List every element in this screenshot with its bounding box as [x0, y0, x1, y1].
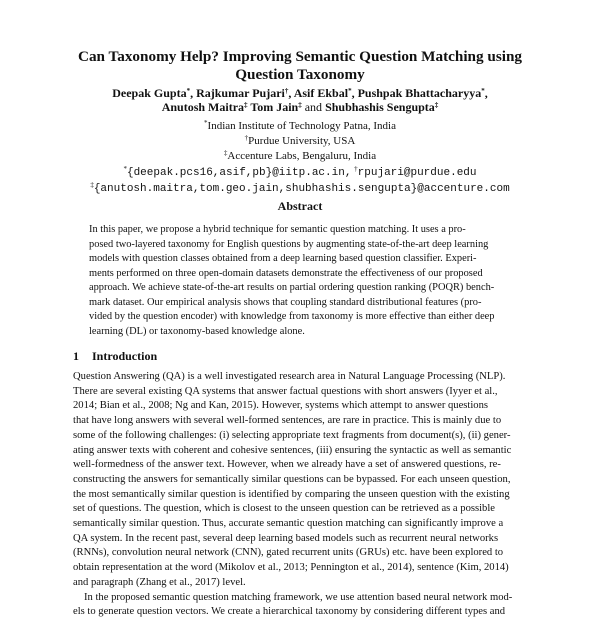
affiliation-mark: ‡ [298, 101, 302, 109]
abstract-line: mark dataset. Our empirical analysis shows that coupling standard distributional features (pro- [89, 296, 482, 308]
affiliation-mark: † [284, 87, 289, 95]
body-line: (RNNs), convolution neural network (CNN), gated recurrent units (GRUs) etc. have been explored to [73, 547, 504, 559]
body-line: In the proposed semantic question matching framework, we use attention based neural network mod- [84, 591, 513, 603]
abstract-heading: Abstract [277, 199, 323, 213]
abstract-line: In this paper, we propose a hybrid technique for semantic question matching. It uses a pro- [89, 224, 466, 235]
affiliations [40, 119, 560, 197]
affiliation-line [40, 134, 560, 149]
abstract-line: posed two-layered taxonomy for English questions by augmenting state-of-the-art deep learning [89, 238, 489, 250]
author-line-2 [40, 100, 560, 114]
author-name: Deepak Gupta [112, 86, 187, 100]
body-line: obtain representation at the word (Mikolov et al., 2013; Pennington et al., 2014), sentence (Kim, 2014) [73, 562, 509, 574]
abstract-line: learning (DL) or taxonomy-based knowledge alone. [89, 325, 305, 337]
body-line: There are several existing QA systems that answer factual questions with short answers (Iyyer et al., [73, 385, 498, 397]
body-line: els to generate question vectors. We create a hierarchical taxonomy by considering different types and [73, 606, 506, 618]
email-address: {deepak.pcs16,asif,pb}@iitp.ac.in, [126, 166, 352, 179]
author-name: Rajkumar Pujari [196, 86, 285, 100]
affiliation-text: Purdue University, USA [248, 135, 356, 148]
body-line: well-formedness of the answer text. However, when we already have a set of answered questions, re- [73, 459, 501, 471]
affiliation-mark: * [123, 164, 127, 173]
email-line [40, 181, 560, 197]
body-line: 2014; Bian et al., 2008; Ng and Kan, 2015). However, systems which attempt to answer questions [73, 400, 489, 412]
affiliation-mark: † [354, 164, 358, 173]
body-text [73, 370, 529, 620]
abstract-line: vided by the question encoder) with knowledge from taxonomy is more effective than either deep [89, 311, 495, 322]
abstract-body [89, 223, 512, 339]
body-line: semantically similar question. Thus, accurate semantic question matching can significantly improve a [73, 518, 504, 530]
abstract-line: approach. We achieve state-of-the-art results on partial ordering question ranking (POQR) bench- [89, 282, 495, 293]
body-line: set of questions. The question, which is closest to the unseen question can be retrieved as a possible [73, 503, 495, 515]
section-title: Introduction [92, 349, 158, 363]
body-line: that have long answers with several well-formed sentences, are rare in practice. This is mainly due to [73, 415, 502, 427]
body-line: the most semantically similar question is identified by comparing the unseen question with the existing [73, 488, 510, 500]
email-address: {anutosh.maitra,tom.geo.jain,shubhashis.sengupta}@accenture.com [93, 182, 510, 195]
paper-title [60, 48, 540, 84]
affiliation-mark: ‡ [90, 180, 94, 189]
author-name: Shubhashis Sengupta [325, 100, 435, 114]
title-line: Can Taxonomy Help? Improving Semantic Question Matching using [77, 48, 523, 65]
abstract-line: ments performed on three open-domain datasets demonstrate the effectiveness of our proposed [89, 267, 483, 279]
paragraph [73, 591, 529, 620]
author-conjunction: and [304, 100, 323, 114]
author-line-1: Deepak Gupta*, Rajkumar Pujari†, Asif Ekbal*, Pushpak Bhattacharyya*, [112, 86, 488, 100]
author-name: Anutosh Maitra [161, 100, 245, 114]
affiliation-mark: ‡ [434, 101, 439, 109]
affiliation-line [40, 149, 560, 164]
author-list [40, 86, 560, 114]
email-address: rpujari@purdue.edu [357, 166, 477, 179]
author-name: Tom Jain [250, 100, 299, 114]
affiliation-mark: * [481, 87, 485, 95]
body-line: constructing the answers for semantically similar questions can be bypassed. For each unseen question, [73, 473, 511, 485]
email-line [40, 165, 560, 181]
section-heading [73, 349, 157, 364]
affiliation-mark: * [348, 87, 352, 95]
affiliation-line [40, 119, 560, 134]
affiliation-mark: * [186, 87, 191, 95]
affiliation-mark: † [244, 134, 249, 143]
affiliation-mark: ‡ [223, 149, 228, 158]
author-name: Pushpak Bhattacharyya [357, 86, 482, 100]
body-line: some of the following challenges: (i) selecting appropriate text fragments from document(s), (ii) gener- [73, 429, 511, 441]
body-line: ating answer texts with coherent and cohesive sentences, (iii) ensuring the syntactic as well as semantic [73, 444, 512, 456]
affiliation-mark: * [204, 119, 208, 127]
abstract-line: models with question classes obtained from a deep learning based question classifier. Experi- [89, 253, 477, 264]
affiliation-mark: ‡ [244, 101, 248, 109]
affiliation-text: Accenture Labs, Bengaluru, India [227, 150, 377, 163]
body-line: Question Answering (QA) is a well investigated research area in Natural Language Processing (NLP). [73, 371, 506, 382]
paragraph [73, 370, 529, 591]
body-line: QA system. In the recent past, several deep learning based models such as recurrent neural networks [73, 532, 499, 544]
title-line: Question Taxonomy [235, 66, 365, 83]
affiliation-text: Indian Institute of Technology Patna, India [207, 120, 396, 132]
section-number: 1 [73, 349, 79, 363]
author-name: Asif Ekbal [293, 86, 349, 100]
body-line: and paragraph (Zhang et al., 2017) level. [73, 576, 246, 588]
